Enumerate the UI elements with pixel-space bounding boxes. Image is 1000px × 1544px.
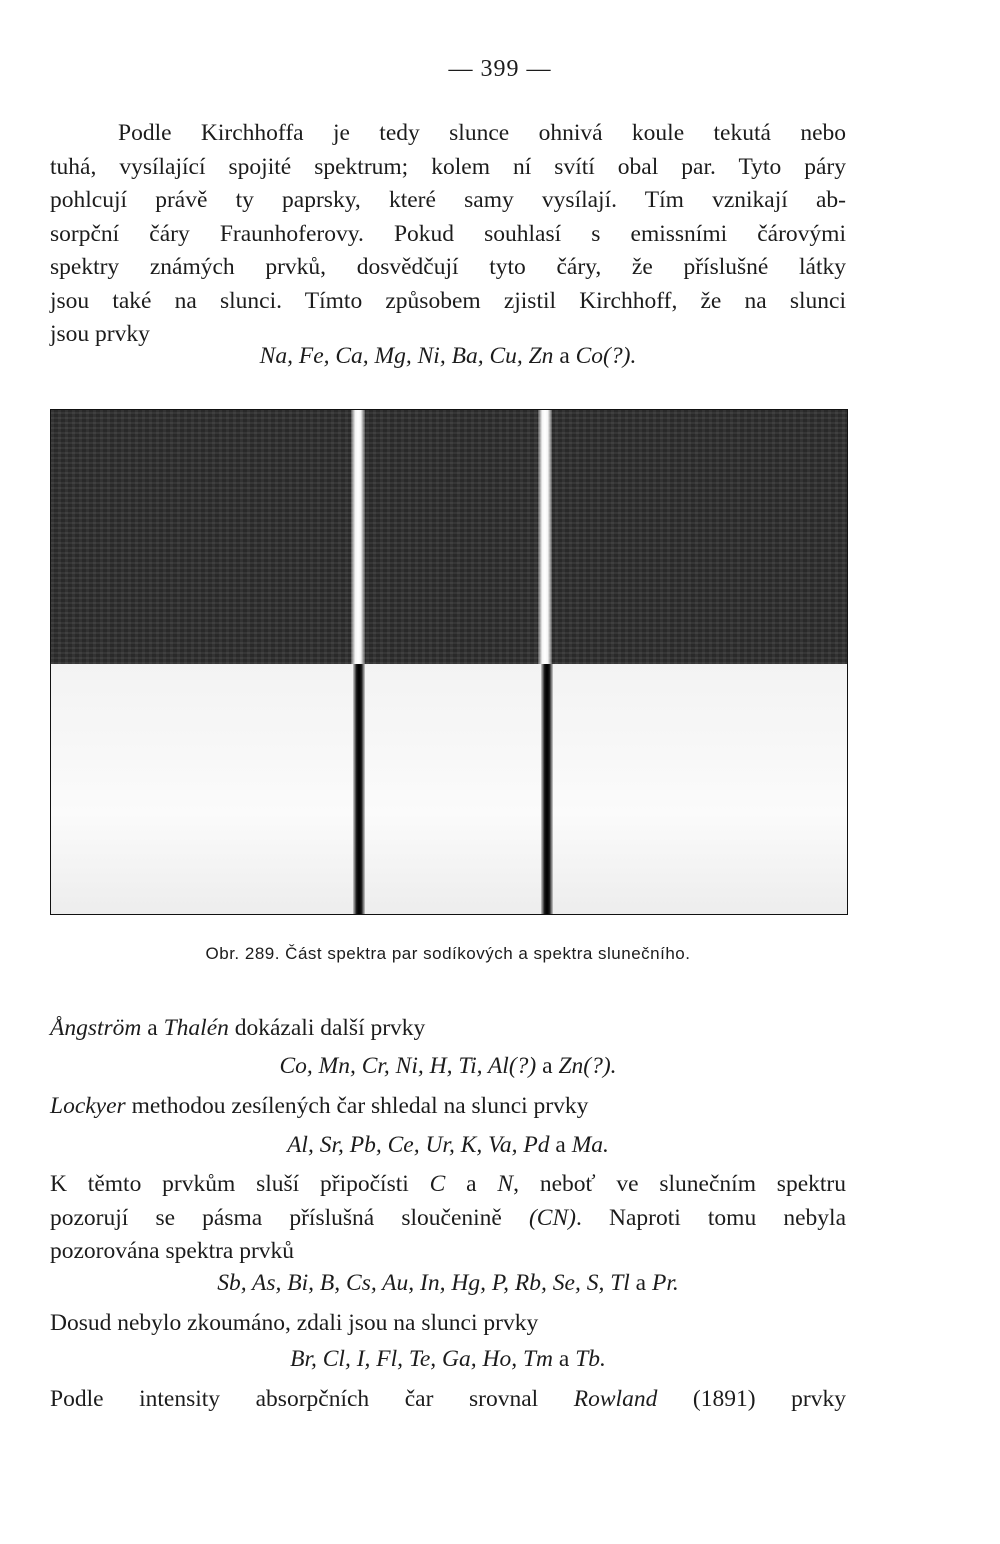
paragraph-line: pohlcují právě ty paprsky, které samy vysílají. Tím vznikají ab- <box>50 187 846 213</box>
solar-absorption-line-d2 <box>541 664 553 914</box>
sentence-rest: dokázali další prvky <box>228 1015 426 1041</box>
elements-list-kirchhoff <box>50 343 846 370</box>
elements-list-angstrom <box>50 1053 846 1080</box>
elements-text: Al, Sr, Pb, Ce, Ur, K, Va, Pd <box>287 1132 550 1158</box>
text: a <box>445 1171 498 1197</box>
sodium-emission-line-d2 <box>538 410 552 664</box>
solar-spectrum <box>51 664 847 914</box>
conjunction: a <box>629 1270 652 1296</box>
conjunction: a <box>553 343 576 369</box>
paragraph-line: Podle Kirchhoffa je tedy slunce ohnivá koule tekutá nebo <box>118 120 846 146</box>
author-rowland: Rowland <box>573 1386 658 1412</box>
sodium-emission-line-d1 <box>351 410 365 664</box>
elements-text: Co, Mn, Cr, Ni, H, Ti, Al(?) <box>279 1053 537 1079</box>
lockyer-line <box>50 1090 846 1124</box>
elements-tail: Ma. <box>571 1132 609 1158</box>
paragraph-line: pozorována spektra prvků <box>50 1238 295 1264</box>
elements-list-not-observed <box>50 1270 846 1297</box>
paragraph-kirchhoff <box>50 117 846 352</box>
elements-tail: Zn(?). <box>558 1053 617 1079</box>
conjunction: a <box>536 1053 559 1079</box>
figure-caption: Obr. 289. Část spektra par sodíkových a spektra slunečního. <box>205 944 691 963</box>
elements-text: Na, Fe, Ca, Mg, Ni, Ba, Cu, Zn <box>259 343 554 369</box>
paragraph-line: spektry známých prvků, dosvědčují tyto čáry, že příslušné látky <box>50 254 846 280</box>
text: pozorují se pásma příslušná sloučenině <box>50 1204 529 1231</box>
spectrum-figure <box>50 409 848 915</box>
elements-list-not-examined <box>50 1346 846 1373</box>
text: K těmto prvkům sluší připočísti <box>50 1171 430 1197</box>
sodium-vapour-spectrum <box>51 410 847 664</box>
elements-list-lockyer <box>50 1132 846 1159</box>
symbol-c: C <box>429 1171 446 1197</box>
page-number: — 399 — <box>448 56 552 82</box>
conjunction: a <box>549 1132 572 1158</box>
paragraph-line: Dosud nebylo zkoumáno, zdali jsou na slunci prvky <box>50 1310 539 1336</box>
text: , neboť ve slunečním spektru <box>513 1171 846 1197</box>
paragraph-line: jsou prvky <box>50 321 150 347</box>
paragraph-line: sorpční čáry Fraunhoferovy. Pokud souhlasí s emissními čárovými <box>50 220 846 247</box>
text: . Naproti tomu nebyla <box>575 1204 846 1231</box>
paragraph-not-examined <box>50 1307 846 1341</box>
text: Podle intensity absorpčních čar srovnal <box>50 1386 574 1412</box>
elements-tail: Co(?). <box>575 343 637 369</box>
paragraph-rowland <box>50 1383 846 1417</box>
angstrom-line <box>50 1012 846 1046</box>
paragraph-carbon-nitrogen <box>50 1168 846 1269</box>
elements-tail: Pr. <box>651 1270 679 1296</box>
symbol-n: N <box>497 1171 514 1197</box>
author-thalen: Thalén <box>163 1015 229 1041</box>
paragraph-line: tuhá, vysílající spojité spektrum; kolem ní svítí obal par. Tyto páry <box>50 153 846 180</box>
symbol-cn: (CN) <box>528 1204 576 1231</box>
elements-tail: Tb. <box>575 1346 606 1372</box>
solar-absorption-line-d1 <box>353 664 365 914</box>
elements-text: Sb, As, Bi, B, Cs, Au, In, Hg, P, Rb, Se, S, Tl <box>217 1270 630 1296</box>
elements-text: Br, Cl, I, Fl, Te, Ga, Ho, Tm <box>290 1346 553 1372</box>
conjunction: a <box>553 1346 576 1372</box>
sentence-rest: methodou zesílených čar shledal na slunci prvky <box>125 1093 589 1119</box>
author-angstrom: Ångström <box>50 1015 142 1041</box>
paragraph-line: jsou také na slunci. Tímto způsobem zjistil Kirchhoff, že na slunci <box>50 287 846 314</box>
text: (1891) prvky <box>657 1386 846 1412</box>
conjunction: a <box>141 1015 164 1041</box>
author-lockyer: Lockyer <box>50 1093 126 1119</box>
